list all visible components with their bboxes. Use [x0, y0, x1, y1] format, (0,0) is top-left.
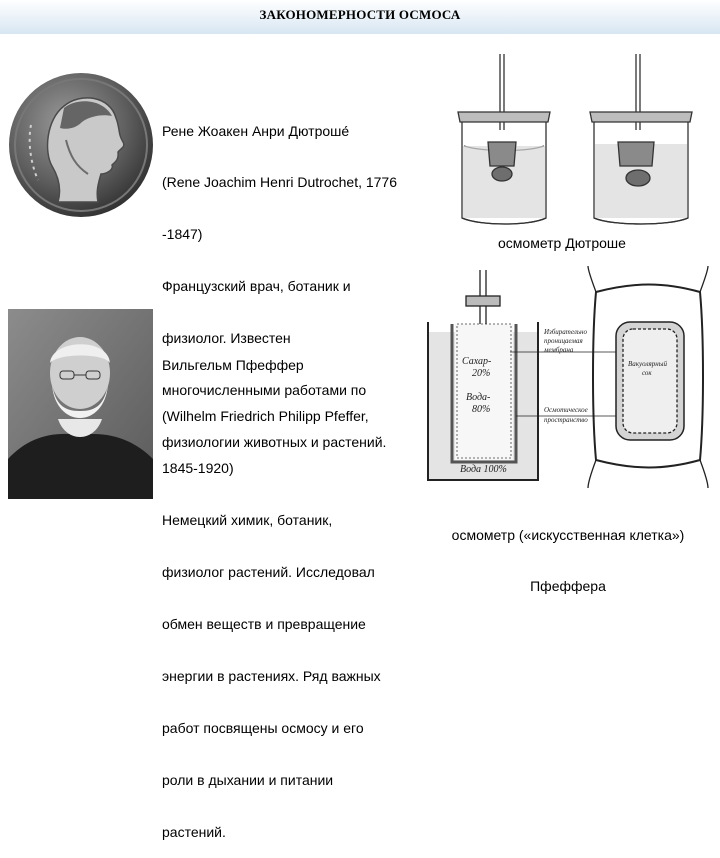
sugar-percent: 20%	[472, 368, 491, 379]
bio-line: (Wilhelm Friedrich Philipp Pfeffer,	[162, 408, 369, 425]
bio-line: энергии в растениях. Ряд важных	[162, 667, 381, 684]
water-inner-percent: 80%	[472, 404, 491, 415]
bio-line: Немецкий химик, ботаник,	[162, 512, 333, 529]
bio-line: работ посвящены осмосу и его	[162, 719, 364, 736]
bio-line: физиолог. Известен	[162, 330, 291, 347]
bio-line: физиологии животных и растений.	[162, 433, 387, 450]
water-inner-label: Вода-	[466, 392, 491, 403]
bio-line: Французский врач, ботаник и	[162, 278, 351, 295]
caption-line: Пфеффера	[530, 578, 606, 594]
bio-line: 1845-1920)	[162, 460, 234, 477]
bio-line: -1847)	[162, 226, 203, 243]
callout-membrane: мембрана	[544, 346, 574, 354]
water-outer-label: Вода 100%	[460, 464, 507, 475]
bio-line: Рене Жоакен Анри Дютроше́	[162, 122, 350, 139]
bio-line: Вильгельм Пфеффер	[162, 356, 304, 373]
pfeffer-photo-image	[8, 309, 153, 499]
dutrochet-osmometer-caption: осмометр Дютроше	[498, 235, 626, 251]
callout-membrane: проницаемая	[544, 337, 583, 345]
bio-line: роли в дыхании и питании	[162, 771, 334, 788]
bio-line: физиолог растений. Исследовал	[162, 564, 375, 581]
bio-line: многочисленными работами по	[162, 382, 367, 399]
pfeffer-bio	[162, 322, 381, 858]
bio-line: (Rene Joachim Henri Dutrochet, 1776	[162, 174, 398, 191]
callout-vacuole: сок	[642, 369, 652, 377]
callout-space: пространство	[544, 416, 588, 424]
dutrochet-medallion-image	[6, 70, 156, 220]
pfeffer-osmometer-diagram	[420, 266, 716, 488]
dutrochet-osmometer-image	[440, 50, 712, 230]
page-title: ЗАКОНОМЕРНОСТИ ОСМОСА	[259, 7, 461, 22]
bio-line: обмен веществ и превращение	[162, 616, 366, 633]
sugar-label: Сахар-	[462, 356, 492, 367]
caption-line: осмометр («искусственная клетка»)	[451, 527, 685, 543]
callout-vacuole: Вакуолярный	[628, 360, 668, 368]
callout-space: Осмотическое	[544, 406, 588, 414]
bio-line: растений.	[162, 823, 226, 840]
callout-membrane: Избирательно	[544, 328, 588, 336]
pfeffer-osmometer-caption	[420, 493, 716, 612]
